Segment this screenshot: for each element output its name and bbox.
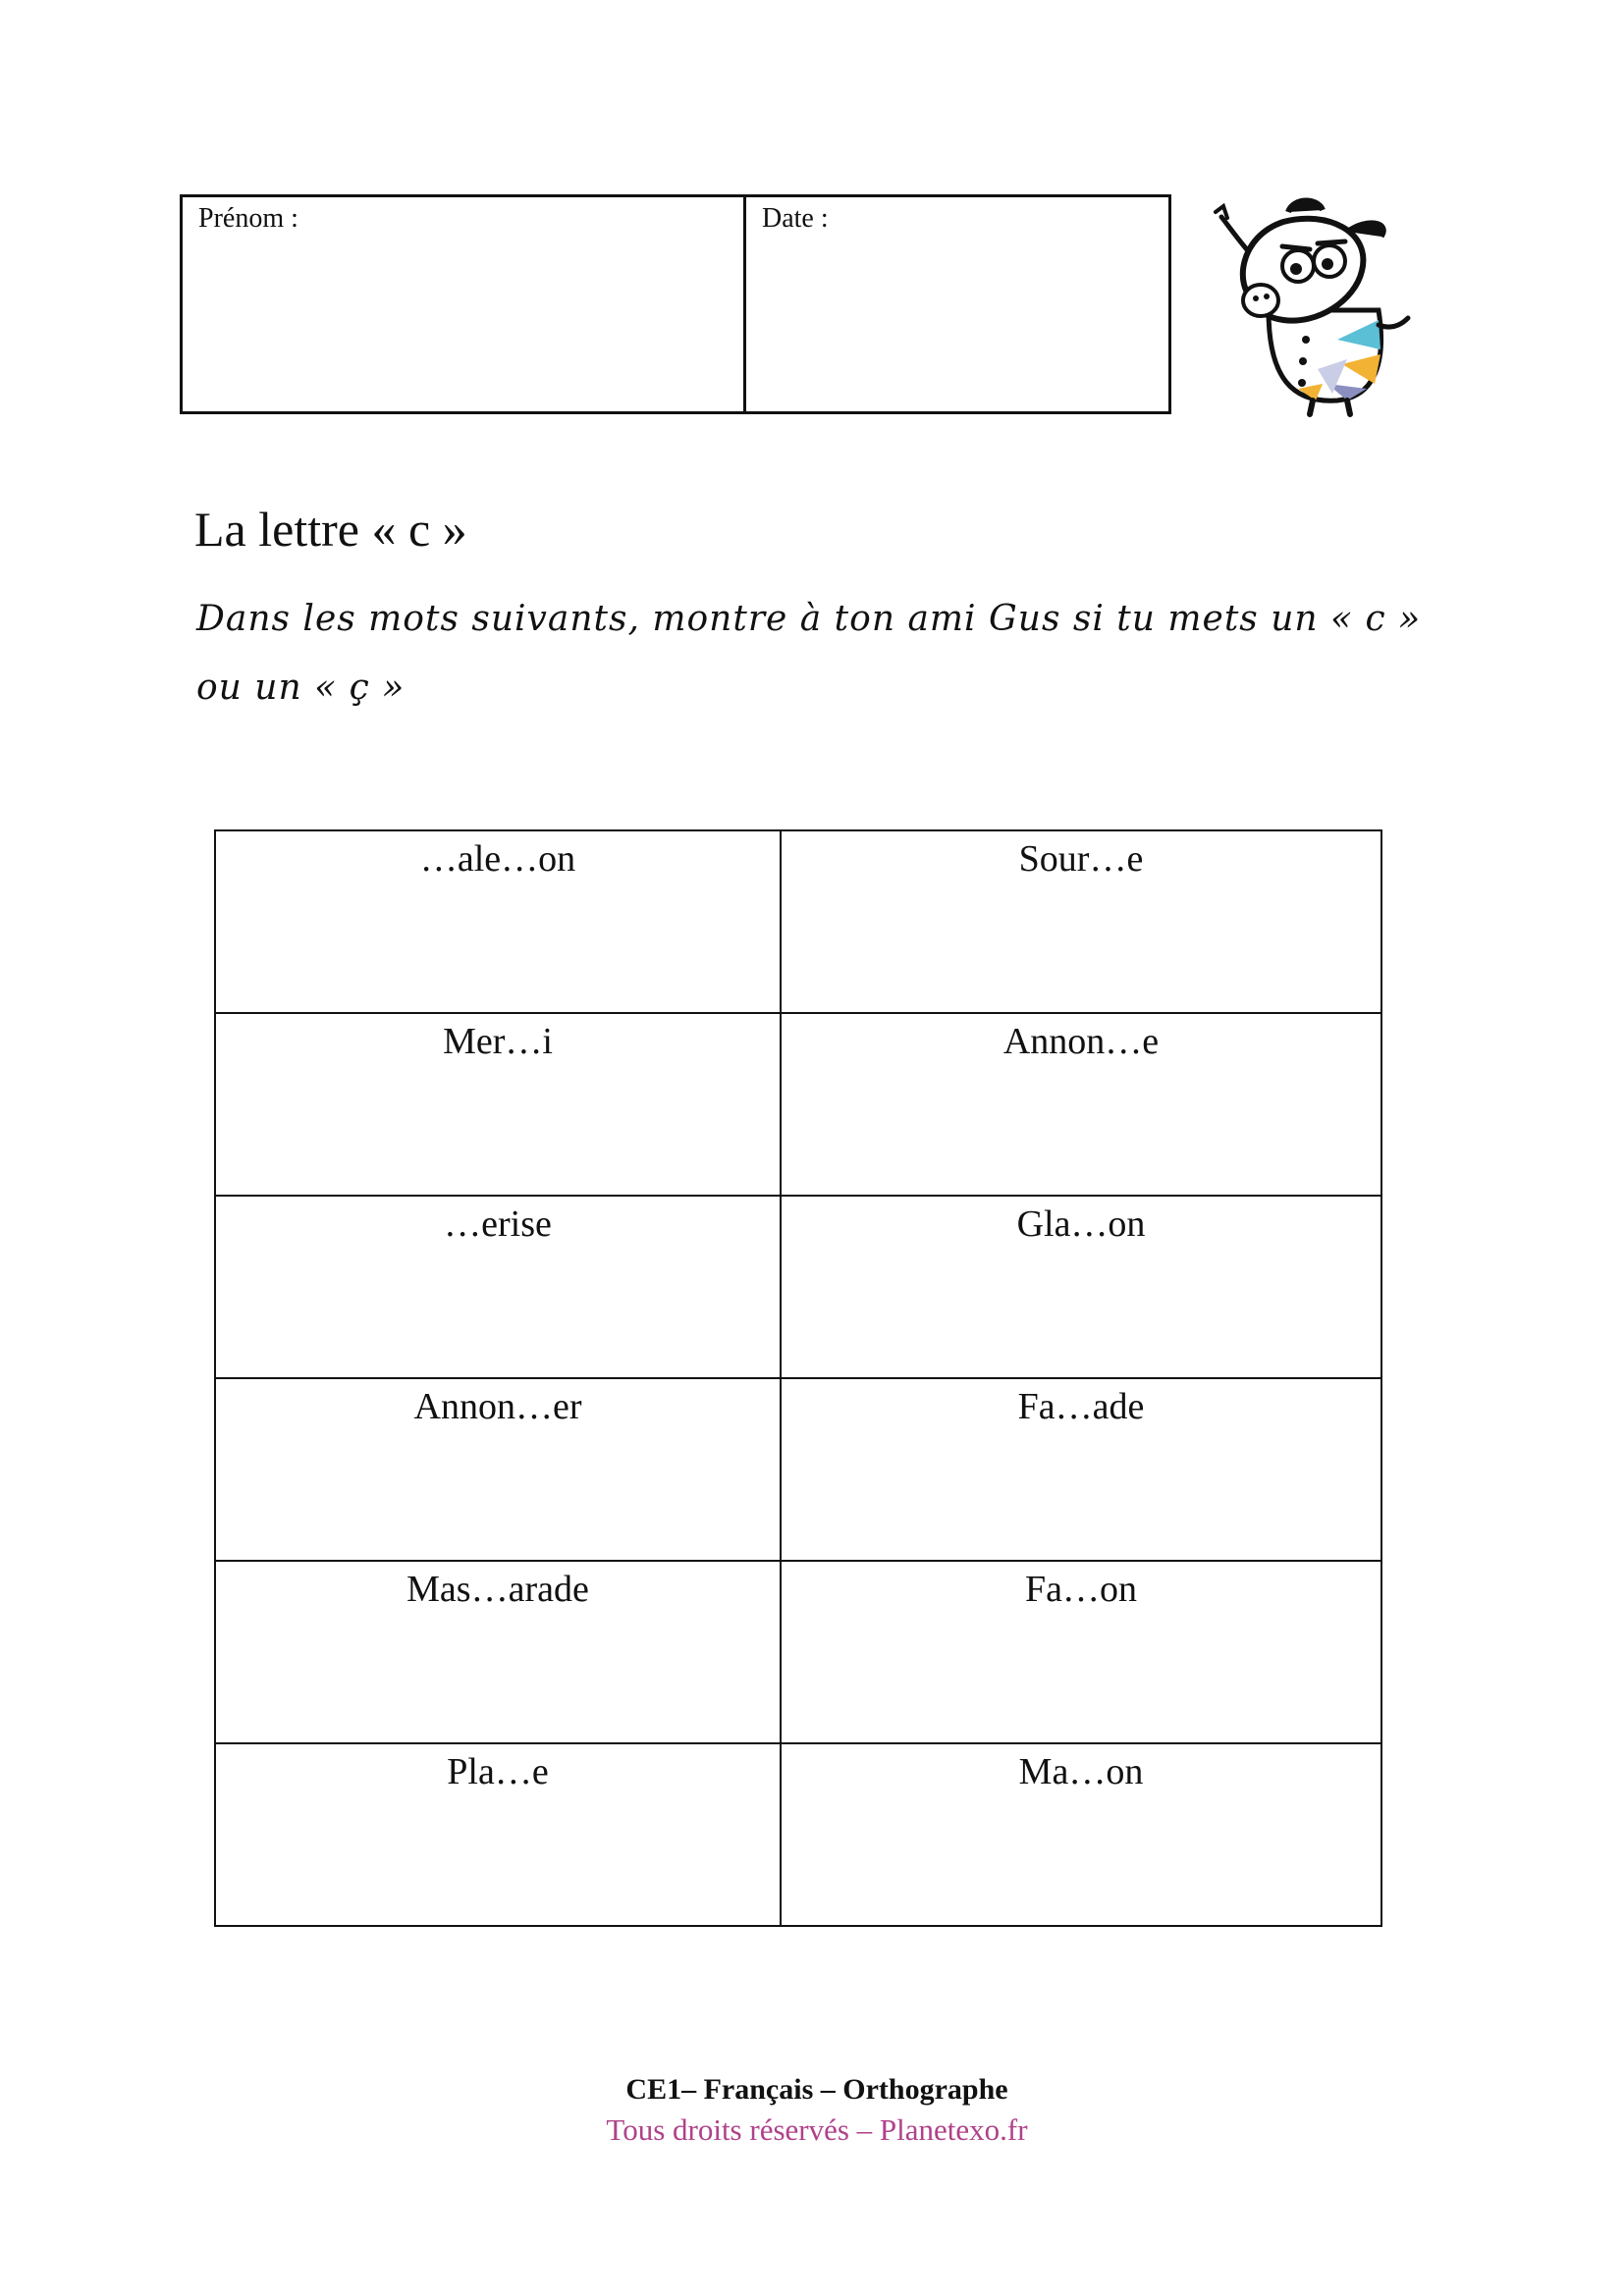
word-cell[interactable]: Annon…e (781, 1013, 1381, 1196)
word-cell[interactable]: …erise (215, 1196, 781, 1378)
sheep-mascot-icon (1200, 192, 1416, 418)
instruction-text: Dans les mots suivants, montre à ton ami Gus si tu mets un « c » ou un « ç » (196, 599, 1422, 708)
prenom-label: Prénom : (198, 203, 298, 234)
word-cell[interactable]: Ma…on (781, 1743, 1381, 1926)
footer-subject: CE1– Français – Orthographe (625, 2073, 1008, 2106)
table-row (215, 830, 1381, 1013)
date-field[interactable] (746, 197, 1168, 411)
word-cell[interactable]: Mer…i (215, 1013, 781, 1196)
date-label: Date : (762, 203, 829, 234)
table-row (215, 1196, 1381, 1378)
word-cell[interactable]: Fa…ade (781, 1378, 1381, 1561)
word-cell[interactable]: …ale…on (215, 830, 781, 1013)
word-cell[interactable]: Fa…on (781, 1561, 1381, 1743)
word-cell[interactable]: Gla…on (781, 1196, 1381, 1378)
word-cell[interactable]: Mas…arade (215, 1561, 781, 1743)
prenom-field[interactable] (183, 197, 746, 411)
page-title: La lettre « c » (194, 502, 467, 557)
word-cell[interactable]: Annon…er (215, 1378, 781, 1561)
footer (0, 2073, 1624, 2148)
identity-box (180, 194, 1171, 414)
table-row (215, 1743, 1381, 1926)
word-table (214, 829, 1382, 1927)
footer-copyright-link[interactable]: Tous droits réservés – Planetexo.fr (606, 2112, 1028, 2147)
word-cell[interactable]: Sour…e (781, 830, 1381, 1013)
word-cell[interactable]: Pla…e (215, 1743, 781, 1926)
table-row (215, 1561, 1381, 1743)
table-row (215, 1378, 1381, 1561)
table-row (215, 1013, 1381, 1196)
